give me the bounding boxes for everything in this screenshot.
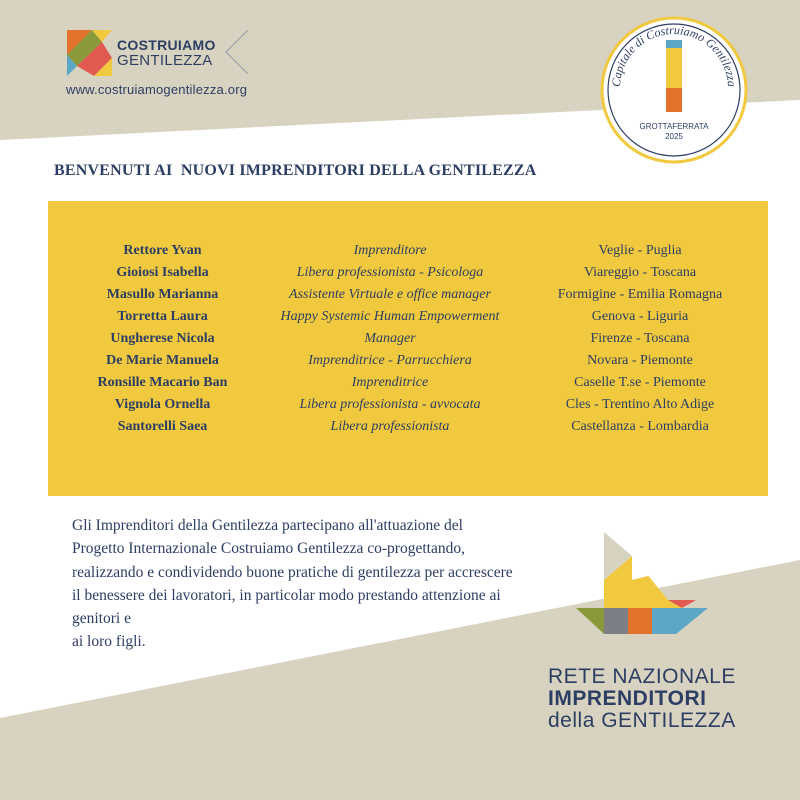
paragraph-line: Gli Imprenditori della Gentilezza partecipano all'attuazione del xyxy=(72,517,463,534)
member-name: Gioiosi Isabella xyxy=(116,265,209,280)
rete-line3: della GENTILEZZA xyxy=(548,709,736,732)
logo-text-gentilezza: GENTILEZZA xyxy=(117,52,213,69)
member-name: De Marie Manuela xyxy=(106,353,219,368)
description-paragraph xyxy=(72,514,572,654)
member-place: Caselle T.se - Piemonte xyxy=(574,375,706,390)
capitale-seal xyxy=(598,16,750,164)
rete-nazionale-logo xyxy=(548,666,736,732)
member-place: Formigine - Emilia Romagna xyxy=(557,287,723,302)
member-place: Cles - Trentino Alto Adige xyxy=(565,397,715,412)
member-name: Rettore Yvan xyxy=(123,243,202,258)
member-name: Ungherese Nicola xyxy=(110,331,215,346)
member-place: Novara - Piemonte xyxy=(587,353,693,368)
member-role: Happy Systemic Human Empowerment xyxy=(280,309,500,324)
seal-arc-text: Capitale di Costruiamo Gentilezza xyxy=(608,22,740,88)
member-name: Santorelli Saea xyxy=(117,419,208,434)
member-name: Ronsille Macario Ban xyxy=(97,375,228,390)
logo-outline-triangle-icon xyxy=(226,30,248,74)
member-role: Manager xyxy=(364,331,416,346)
seal-city: GROTTAFERRATA xyxy=(639,122,709,131)
rete-line2: IMPRENDITORI xyxy=(548,687,707,710)
member-name: Vignola Ornella xyxy=(114,397,211,412)
member-place: Castellanza - Lombardia xyxy=(571,419,709,434)
boat-hull-gray xyxy=(604,608,628,634)
tangram-boat-icon xyxy=(572,530,712,642)
page-heading: BENVENUTI AI NUOVI IMPRENDITORI DELLA GENTILEZZA xyxy=(54,162,537,179)
member-name: Masullo Marianna xyxy=(106,287,219,302)
member-role: Libera professionista xyxy=(330,419,450,434)
boat-flag xyxy=(632,556,656,580)
member-place: Firenze - Toscana xyxy=(590,331,690,346)
paragraph-line: il benessere dei lavoratori, in particolar modo prestando attenzione ai xyxy=(72,586,501,604)
paragraph-line: genitori e xyxy=(72,610,131,628)
tower-icon xyxy=(666,40,682,112)
places-column xyxy=(520,240,760,438)
paragraph-line: ai loro figli. xyxy=(72,633,146,651)
member-place: Genova - Liguria xyxy=(591,309,689,324)
rete-line1: RETE NAZIONALE xyxy=(548,665,736,688)
member-role: Imprenditrice xyxy=(351,375,429,390)
logo-text-costruiamo: COSTRUIAMO xyxy=(117,37,216,53)
seal-year: 2025 xyxy=(665,132,683,141)
member-name: Torretta Laura xyxy=(117,309,208,324)
member-place: Viareggio - Toscana xyxy=(583,265,697,280)
member-role: Libera professionista - Psicologa xyxy=(296,265,484,280)
tangram-mark-icon xyxy=(67,30,112,76)
boat-hull-blue xyxy=(652,608,708,634)
member-role: Assistente Virtuale e office manager xyxy=(289,287,491,302)
boat-hull-green xyxy=(576,608,604,634)
roles-column xyxy=(262,240,518,438)
member-place: Veglie - Puglia xyxy=(598,243,682,258)
paragraph-line: realizzando e condividendo buone pratiche di gentilezza per accrescere xyxy=(72,563,513,581)
names-column xyxy=(60,240,265,438)
boat-hull-orange xyxy=(628,608,652,634)
website-url: www.costruiamogentilezza.org xyxy=(66,82,248,97)
member-role: Imprenditrice - Parrucchiera xyxy=(308,353,472,368)
member-role: Libera professionista - avvocata xyxy=(299,397,481,412)
member-role: Imprenditore xyxy=(353,243,427,258)
paragraph-line: Progetto Internazionale Costruiamo Gentilezza co-progettando, xyxy=(72,540,465,558)
